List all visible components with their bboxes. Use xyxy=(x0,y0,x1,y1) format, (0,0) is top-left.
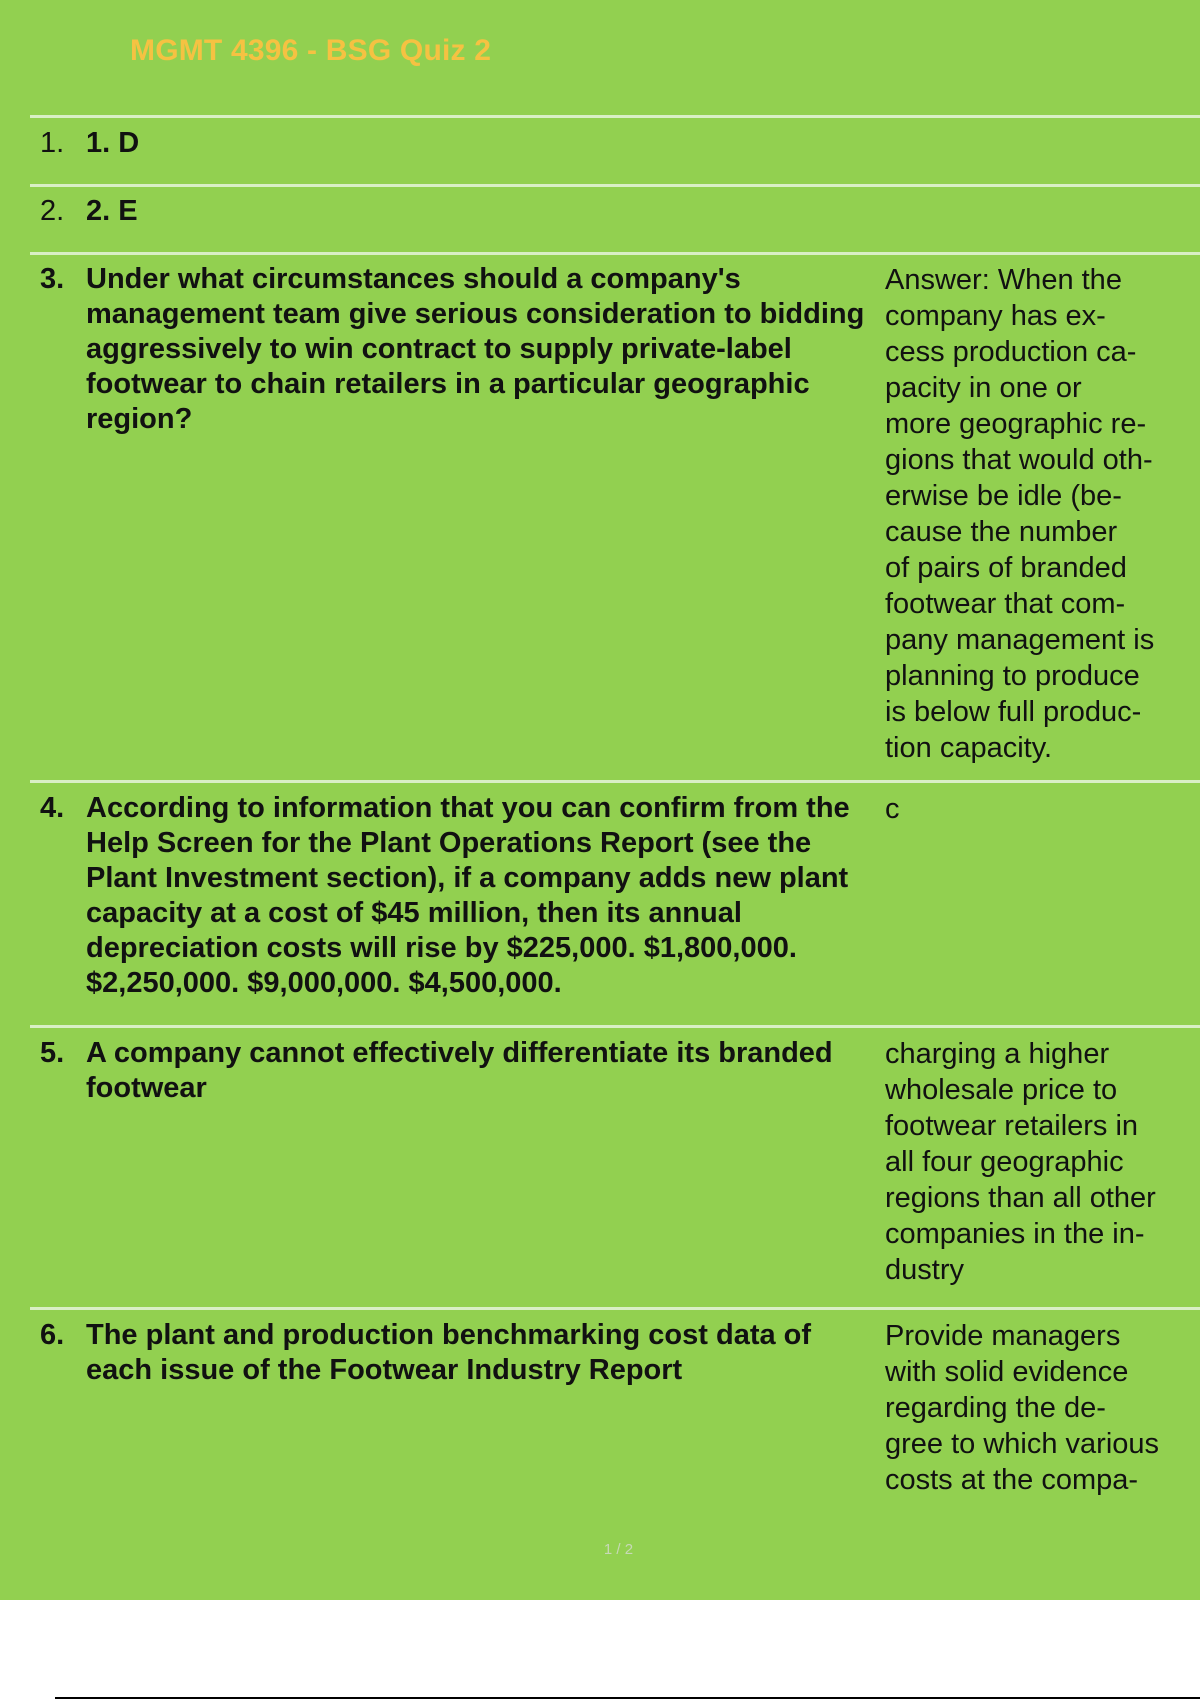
item-answer: charging a higher wholesale price to footwear retailers in all four geographic regions than all other companies in the in- dustry xyxy=(885,1038,1156,1286)
item-question: 1. D xyxy=(86,127,140,159)
list-item xyxy=(0,791,1200,1021)
item-number: 6. xyxy=(40,1319,65,1351)
divider xyxy=(30,1307,1200,1310)
divider xyxy=(30,184,1200,187)
item-answer: Answer: When the company has ex- cess production ca- pacity in one or more geographic re- gions that would oth- erwise be idle (be- cause the number of pairs of branded footwear that com- pany management is planning to produce is below full produc- tion capacity. xyxy=(885,264,1155,764)
list-item xyxy=(0,194,1200,252)
list-item xyxy=(0,126,1200,184)
page-number: 1 / 2 xyxy=(603,1541,634,1558)
list-item xyxy=(0,1318,1200,1518)
item-number: 5. xyxy=(40,1037,65,1069)
item-answer: Provide managers with solid evidence regarding the de- gree to which various costs at the compa- xyxy=(885,1320,1160,1496)
item-question: Under what circumstances should a company's management team give serious consideration to bidding aggressively to win contract to supply private-label footwear to chain retailers in a particular geographic region? xyxy=(86,263,865,435)
divider xyxy=(30,252,1200,255)
list-item xyxy=(0,262,1200,772)
item-answer: c xyxy=(885,793,900,825)
document-title: MGMT 4396 - BSG Quiz 2 xyxy=(130,34,492,67)
item-question: According to information that you can confirm from the Help Screen for the Plant Operations Report (see the Plant Investment section), if a company adds new plant capacity at a cost of $45 million, then its annual depreciation costs will rise by $225,000. $1,800,000. $2,250,000. $9,000,000. $4,500,000. xyxy=(86,792,850,999)
item-number: 3. xyxy=(40,263,65,295)
item-question: A company cannot effectively differentiate its branded footwear xyxy=(86,1037,833,1104)
divider xyxy=(30,1025,1200,1028)
divider xyxy=(30,115,1200,118)
item-question: 2. E xyxy=(86,195,138,227)
item-number: 2. xyxy=(40,195,65,227)
item-number: 4. xyxy=(40,792,65,824)
divider xyxy=(30,780,1200,783)
list-item xyxy=(0,1036,1200,1306)
item-question: The plant and production benchmarking cost data of each issue of the Footwear Industry Report xyxy=(86,1319,812,1386)
footer-divider xyxy=(55,1697,1200,1699)
item-number: 1. xyxy=(40,127,65,159)
